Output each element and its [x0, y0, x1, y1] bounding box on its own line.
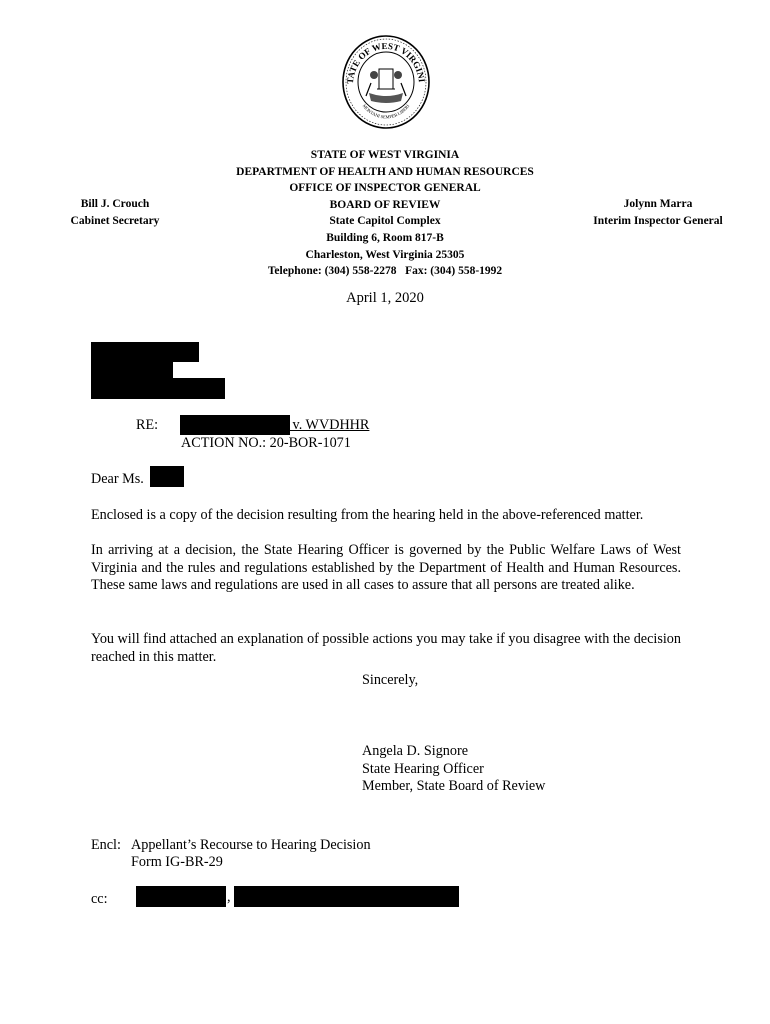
redacted-address-line-2 — [91, 360, 173, 380]
agency-office: OFFICE OF INSPECTOR GENERAL — [289, 182, 481, 195]
enclosure-item-1: Appellant’s Recourse to Hearing Decision — [131, 837, 371, 853]
seal-motto: MONTANI SEMPER LIBERI — [361, 103, 411, 120]
cabinet-secretary-block — [50, 196, 180, 229]
signature-name: Angela D. Signore — [362, 743, 468, 759]
redacted-recipient-name — [150, 466, 184, 487]
enclosure-item-2: Form IG-BR-29 — [131, 854, 223, 870]
closing: Sincerely, — [362, 672, 419, 688]
seal-text: TATE OF WEST VIRGINI — [344, 40, 427, 85]
cabinet-secretary-name: Bill J. Crouch — [80, 198, 150, 210]
redacted-cc-recipient-2 — [234, 886, 459, 907]
inspector-general-name: Jolynn Marra — [623, 198, 693, 210]
agency-address-3: Charleston, West Virginia 25305 — [305, 248, 465, 261]
agency-address-2: Building 6, Room 817-B — [326, 231, 444, 244]
signature-member: Member, State Board of Review — [362, 778, 546, 794]
cc-separator: , — [227, 889, 231, 905]
paragraph-enclosed: Enclosed is a copy of the decision resulting from the hearing held in the above-referenced matter. — [91, 507, 644, 523]
agency-department: DEPARTMENT OF HEALTH AND HUMAN RESOURCES — [236, 165, 534, 178]
state-seal — [341, 33, 431, 131]
enclosure-label: Encl: — [91, 837, 121, 853]
paragraph-governing-laws: In arriving at a decision, the State Hearing Officer is governed by the Public Welfare Laws of West Virginia and the rules and regulations established by the Department of Health and Human Resources. These same laws and regulations are used in all cases to assure that all persons are treated alike. — [91, 542, 681, 593]
cc-label: cc: — [91, 891, 108, 907]
agency-address-1: State Capitol Complex — [329, 215, 441, 228]
signature-block — [362, 743, 545, 796]
agency-phone-fax: Telephone: (304) 558-2278 Fax: (304) 558-1992 — [267, 265, 503, 278]
agency-board: BOARD OF REVIEW — [329, 198, 441, 211]
inspector-general-block — [578, 196, 738, 229]
cabinet-secretary-title: Cabinet Secretary — [70, 214, 160, 227]
re-label: RE: — [136, 417, 159, 433]
case-title: v. WVDHHR — [289, 417, 370, 433]
action-number: ACTION NO.: 20-BOR-1071 — [181, 435, 351, 451]
inspector-general-title: Interim Inspector General — [593, 214, 723, 227]
paragraph-possible-actions: You will find attached an explanation of possible actions you may take if you disagree with the decision reached in this matter. — [91, 631, 681, 665]
salutation: Dear Ms. — [91, 471, 144, 487]
redacted-address-line-3 — [91, 378, 225, 399]
agency-state: STATE OF WEST VIRGINIA — [310, 149, 460, 161]
redacted-cc-recipient-1 — [136, 886, 226, 907]
redacted-address-line-1 — [91, 342, 199, 362]
letter-date: April 1, 2020 — [346, 290, 424, 306]
redacted-appellant-name — [180, 415, 290, 435]
signature-title: State Hearing Officer — [362, 760, 484, 777]
